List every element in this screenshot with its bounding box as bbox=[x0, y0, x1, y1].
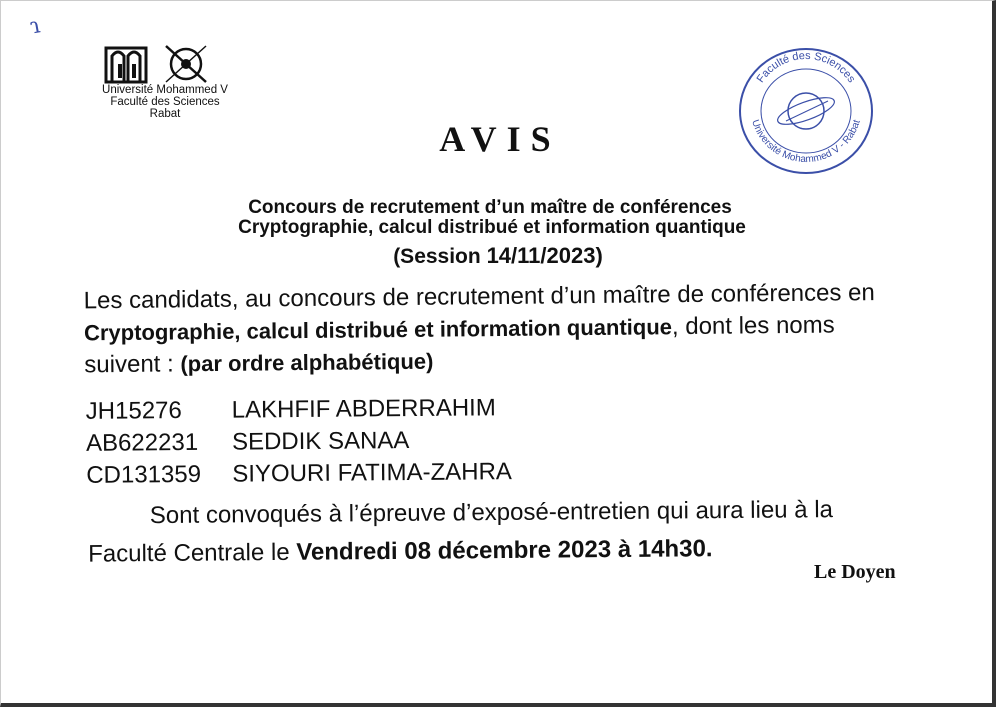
city-line: Rabat bbox=[149, 108, 181, 120]
university-name bbox=[60, 84, 270, 120]
stamp-top-text: Faculté des Sciences bbox=[754, 49, 858, 85]
subtitle-line-1: Concours de recrutement d’un maître de conférences bbox=[248, 197, 732, 218]
session-prefix: (Session bbox=[393, 245, 487, 268]
candidate-id: CD131359 bbox=[86, 460, 202, 489]
body-order: (par ordre alphabétique) bbox=[180, 348, 434, 377]
session-line bbox=[148, 244, 848, 269]
conclusion-line-2 bbox=[88, 528, 918, 573]
university-logo-icon bbox=[106, 48, 146, 82]
faculty-logo-icon bbox=[166, 46, 206, 82]
signature: Le Doyen bbox=[814, 561, 896, 583]
candidate-name: SIYOURI FATIMA-ZAHRA bbox=[232, 458, 512, 488]
body-intro: Les candidats, au concours de recrutement d’un maître de conférences en bbox=[83, 279, 875, 315]
list-item bbox=[86, 392, 512, 428]
stamp-bottom-text: Université Mohammed V - Rabat bbox=[749, 118, 863, 166]
university-line: Université Mohammed V bbox=[102, 84, 228, 96]
candidate-id: JH15276 bbox=[85, 397, 182, 425]
conclusion-line-1: Sont convoqués à l’épreuve d’exposé-entretien qui aura lieu à la bbox=[149, 496, 834, 530]
candidate-id: AB622231 bbox=[85, 428, 199, 457]
list-item bbox=[86, 424, 512, 460]
body-paragraph bbox=[84, 277, 915, 382]
subtitle-line-2: Cryptographie, calcul distribué et information quantique bbox=[238, 217, 746, 238]
page-title: AVIS bbox=[439, 119, 561, 159]
handwritten-mark: ɿ bbox=[27, 13, 43, 40]
body-field: Cryptographie, calcul distribué et information quantique bbox=[83, 314, 673, 346]
candidate-name: LAKHFIF ABDERRAHIM bbox=[231, 394, 496, 424]
conclusion-paragraph bbox=[88, 490, 919, 573]
candidate-list bbox=[86, 392, 512, 492]
university-logos bbox=[104, 42, 214, 86]
session-date: 14/11/2023) bbox=[486, 243, 603, 268]
svg-text:Faculté des Sciences bbox=[755, 50, 858, 85]
candidate-name: SEDDIK SANAA bbox=[231, 427, 410, 456]
list-item bbox=[86, 456, 512, 492]
body-mid: , dont les noms suivent : bbox=[84, 311, 835, 379]
conclusion-prefix: Faculté Centrale le bbox=[88, 538, 297, 568]
exam-date: Vendredi 08 décembre 2023 à 14h30. bbox=[296, 535, 713, 566]
faculty-line: Faculté des Sciences bbox=[110, 96, 220, 108]
